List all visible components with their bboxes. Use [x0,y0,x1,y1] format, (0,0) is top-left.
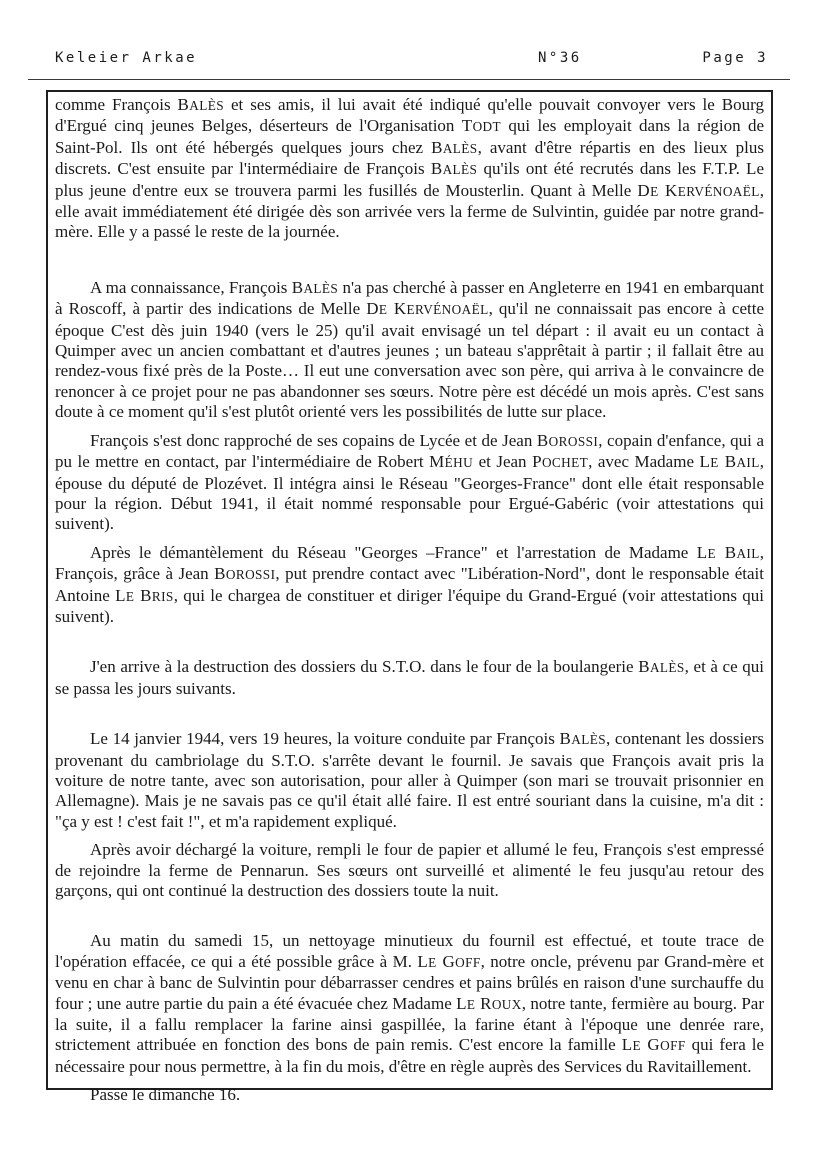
smallcaps-name: LE ROUX [456,993,522,1013]
smallcaps-name: LE GOFF [417,951,481,971]
smallcaps-name: DE KERVÉNOAËL [637,180,760,200]
smallcaps-name: BALÈS [559,729,607,749]
paragraph: Au matin du samedi 15, un nettoyage minutieux du fournil est effectué, et toute trace de l'opération effacée, ce qui a été possible grâce à M. LE GOFF, notre oncle, prévenu par Grand-mère et venu en char à banc de Sulvintin pour débarrasser cendres et pains brûlés en raison d'une surchauffe du four ; une autre partie du pain a été évacuée chez Madame LE ROUX, notre tante, fermière au bourg. Par la suite, il a fallu remplacer la farine ainsi gaspillée, la farine étant à l'époque une denrée rare, strictement attribuée en fonction des bons de pain remis. C'est encore la famille LE GOFF qui fera le nécessaire pour nous permettre, à la fin du mois, d'être en règle auprès des Services du Ravitaillement. [55,931,765,1076]
page-header [0,50,818,68]
paragraph: Le 14 janvier 1944, vers 19 heures, la voiture conduite par François BALÈS, contenant les dossiers provenant du cambriolage du S.T.O. s'arrête devant le fournil. Je savais que François avait pris la voiture de notre tante, avec son autorisation, pour aller à Quimper (son mari se trouvait prisonnier en Allemagne). Mais je ne savais pas ce qu'il était allé faire. Il est entré souriant dans la cuisine, m'a dit : "ça y est ! c'est fait !", et m'a rapidement expliqué. [55,729,765,831]
smallcaps-name: BOROSSI [536,430,599,450]
smallcaps-name: TODT [461,116,502,136]
smallcaps-name: MÉHU [429,452,474,472]
article-body [46,90,773,1105]
paragraph: J'en arrive à la destruction des dossiers du S.T.O. dans le four de la boulangerie BALÈS, et à ce qui se passa les jours suivants. [55,657,764,698]
smallcaps-name: POCHET [532,452,589,472]
smallcaps-name: BALÈS [431,137,478,157]
header-rule [28,79,790,80]
smallcaps-name: LE BRIS [115,585,174,605]
paragraph: Après avoir déchargé la voiture, rempli le four de papier et allumé le feu, François s'est empressé de rejoindre la ferme de Pennarun. Ses sœurs ont surveillé et alimenté le feu jusqu'au retour des garçons, qui ont continué la destruction des dossiers toute la nuit. [55,840,764,900]
paragraph: A ma connaissance, François BALÈS n'a pas cherché à passer en Angleterre en 1941 en embarquant à Roscoff, à partir des indications de Melle DE KERVÉNOAËL, qu'il ne connaissait pas encore à cette époque C'est dès juin 1940 (vers le 25) qu'il avait envisagé un tel départ : il avait eu un contact à Quimper avec un ancien combattant et d'autres jeunes ; un bateau s'apprêtait à partir ; il fallait être au rendez-vous fixé près de la Poste… Il eut une conversation avec son père, qui arriva à le convaincre de renoncer à ce projet pour ne pas abandonner ses sœurs. Notre père est décédé un mois après. C'est sans doute à ce moment qu'il s'est plutôt orienté vers les possibilités de lutte sur place. [55,277,765,422]
issue-number: N°36 [538,50,582,66]
smallcaps-name: BALÈS [177,95,225,114]
smallcaps-name: LE BAIL [699,452,760,472]
journal-title: Keleier Arkae [55,50,198,66]
smallcaps-name: BALÈS [430,159,478,179]
paragraph: comme François BALÈS et ses amis, il lui avait été indiqué qu'elle pouvait convoyer vers le Bourg d'Ergué cinq jeunes Belges, déserteurs de l'Organisation TODT qui les employait dans la région de Saint-Pol. Ils ont été hébergés quelques jours chez BALÈS, avant d'être répartis en des lieux plus discrets. C'est ensuite par l'intermédiaire de François BALÈS qu'ils ont été recrutés dans les F.T.P. Le plus jeune d'entre eux se trouvera parmi les fusillés de Mousterlin. Quant à Melle DE KERVÉNOAËL, elle avait immédiatement été dirigée dès son arrivée vers la ferme de Sulvintin, guidée par notre grand-mère. Elle y a passé le reste de la journée. [55,95,765,242]
page-number: Page 3 [702,50,768,66]
paragraph: François s'est donc rapproché de ses copains de Lycée et de Jean BOROSSI, copain d'enfance, qui a pu le mettre en contact, par l'intermédiaire de Robert MÉHU et Jean POCHET, avec Madame LE BAIL, épouse du député de Plozévet. Il intégra ainsi le Réseau "Georges-France" dont elle était responsable pour la région. Début 1941, il était nommé responsable pour Ergué-Gabéric (voir attestations qui suivent). [55,430,764,534]
smallcaps-name: BALÈS [291,277,339,297]
smallcaps-name: LE BAIL [696,542,760,562]
smallcaps-name: BOROSSI [214,564,276,584]
smallcaps-name: BALÈS [638,657,685,677]
smallcaps-name: DE KERVÉNOAËL [366,299,489,319]
paragraph: Passe le dimanche 16. [90,1085,241,1105]
smallcaps-name: LE GOFF [621,1035,686,1055]
paragraph: Après le démantèlement du Réseau "Georges –France" et l'arrestation de Madame LE BAIL, François, grâce à Jean BOROSSI, put prendre contact avec "Libération-Nord", dont le responsable était Antoine LE BRIS, qui le chargea de constituer et diriger l'équipe du Grand-Ergué (voir attestations qui suivent). [55,542,764,626]
